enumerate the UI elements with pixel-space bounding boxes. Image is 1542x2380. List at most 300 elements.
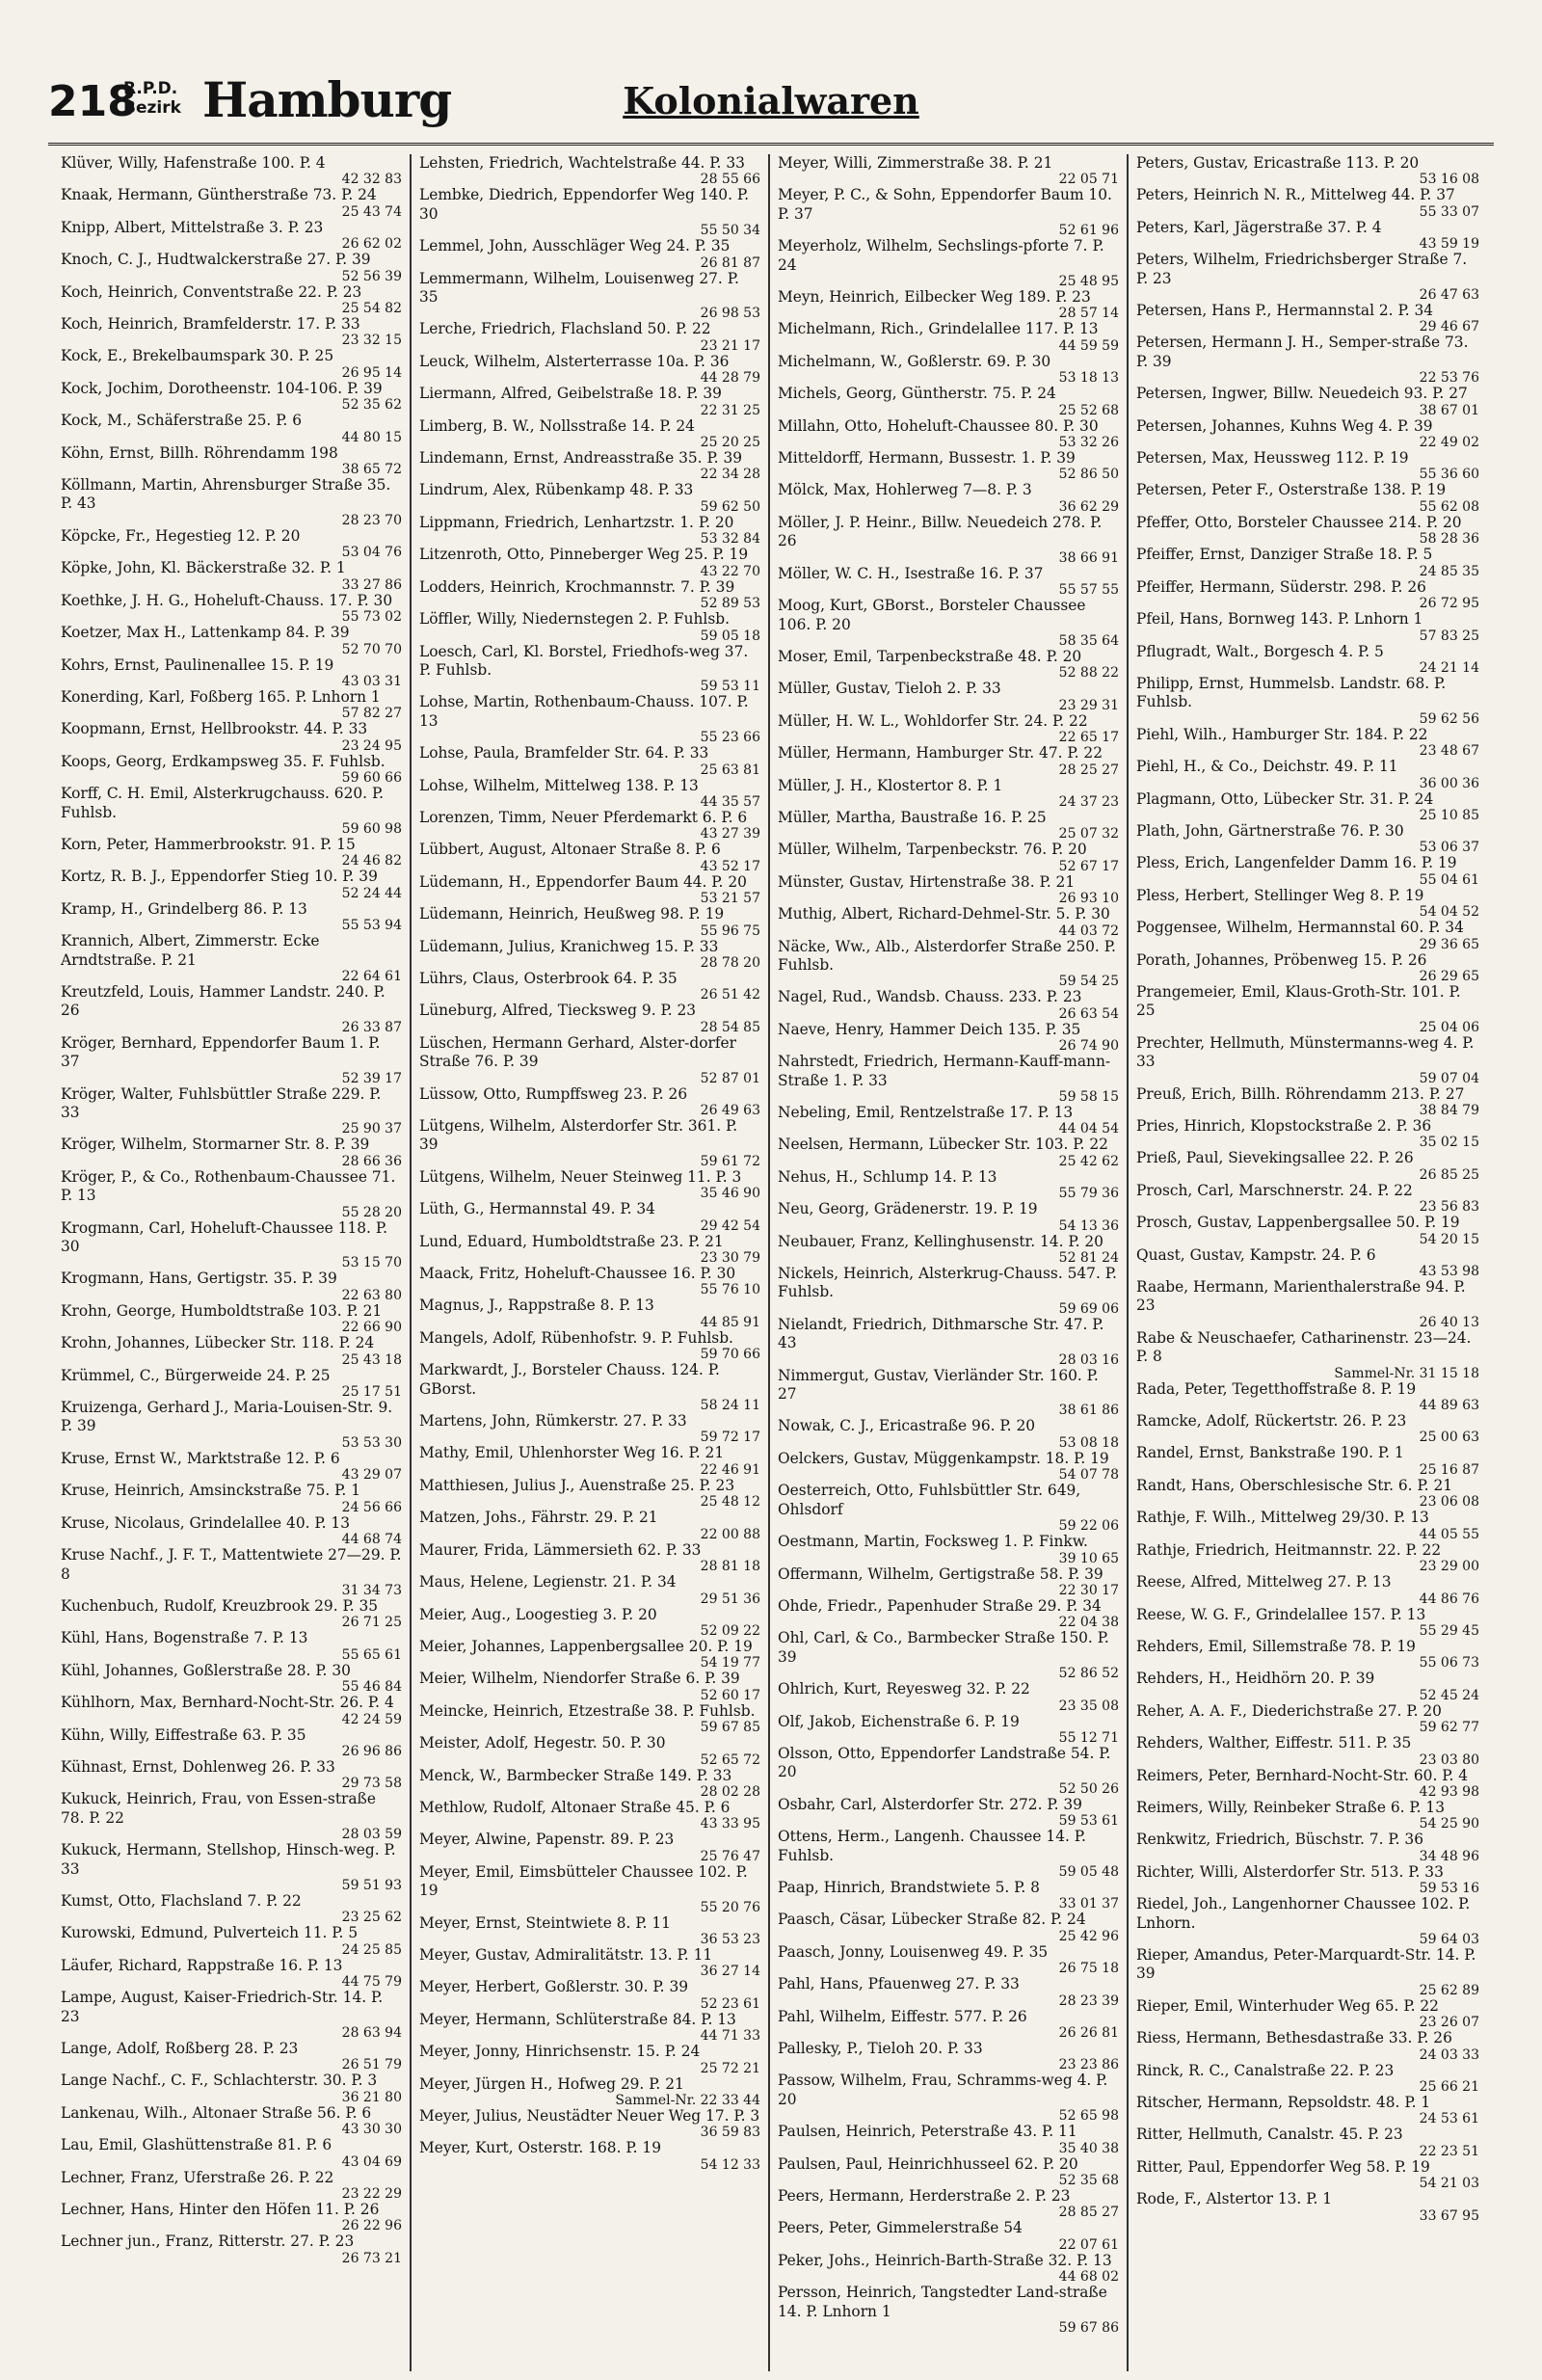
entry-name-address: Köpke, John, Kl. Bäckerstraße 32. P. 1 xyxy=(61,559,346,577)
entry-phone-number: 22 53 76 xyxy=(1419,370,1479,387)
entry-phone-number: 44 80 15 xyxy=(341,429,402,445)
entry-name-address: Lüth, G., Hermannstal 49. P. 34 xyxy=(419,1200,655,1218)
directory-entry xyxy=(778,1168,1119,1200)
entry-name-address: Neelsen, Hermann, Lübecker Str. 103. P. 22 xyxy=(778,1136,1108,1154)
directory-entry xyxy=(1136,1085,1479,1117)
entry-phone-number: 43 03 31 xyxy=(341,673,402,689)
entry-phone-number: 58 35 64 xyxy=(1058,632,1119,649)
entry-phone-number: 24 85 35 xyxy=(1419,563,1479,579)
directory-entry xyxy=(778,565,1119,597)
entry-phone-number: 52 65 72 xyxy=(700,1752,760,1768)
directory-entry xyxy=(419,1444,760,1476)
directory-column-3 xyxy=(770,154,1129,2371)
entry-phone-number: 26 29 65 xyxy=(1419,968,1479,984)
entry-phone-number: 23 21 17 xyxy=(700,337,760,354)
entry-phone-number: 28 66 36 xyxy=(341,1153,402,1169)
directory-entry xyxy=(1136,1278,1479,1329)
entry-phone-number: 22 00 88 xyxy=(700,1526,760,1542)
directory-entry xyxy=(1136,219,1479,251)
entry-name-address: Möller, W. C. H., Isestraße 16. P. 37 xyxy=(778,564,1044,582)
directory-entry xyxy=(61,900,402,932)
directory-entry xyxy=(61,186,402,218)
directory-entry xyxy=(778,1975,1119,2007)
entry-name-address: Rode, F., Alstertor 13. P. 1 xyxy=(1136,2190,1333,2208)
directory-entry xyxy=(1136,1638,1479,1670)
entry-name-address: Rabe & Neuschaefer, Catharinenstr. 23—24. P. 8 xyxy=(1136,1328,1472,1366)
directory-entry xyxy=(61,868,402,899)
directory-entry xyxy=(1136,2029,1479,2061)
entry-name-address: Meier, Wilhelm, Niendorfer Straße 6. P. 39 xyxy=(419,1670,740,1688)
entry-phone-number: 25 04 06 xyxy=(1419,1019,1479,1035)
directory-entry xyxy=(1136,251,1479,302)
entry-phone-number: 55 20 76 xyxy=(700,1899,760,1915)
entry-name-address: Läufer, Richard, Rappstraße 16. P. 13 xyxy=(61,1956,343,1974)
directory-entry xyxy=(61,624,402,655)
entry-name-address: Reher, A. A. F., Diederichstraße 27. P. 20 xyxy=(1136,1701,1442,1720)
entry-phone-number: 52 35 68 xyxy=(1058,2173,1119,2189)
entry-phone-number: 55 36 60 xyxy=(1419,467,1479,483)
directory-entry xyxy=(61,1924,402,1956)
directory-entry xyxy=(61,1546,402,1597)
entry-phone-number: 59 53 61 xyxy=(1058,1813,1119,1830)
directory-entry xyxy=(419,270,760,321)
directory-entry xyxy=(1136,1670,1479,1701)
entry-name-address: Limberg, B. W., Nollsstraße 14. P. 24 xyxy=(419,416,695,435)
entry-phone-number: 25 76 47 xyxy=(700,1848,760,1864)
entry-name-address: Matzen, Johs., Fährstr. 29. P. 21 xyxy=(419,1509,658,1527)
directory-entry xyxy=(778,237,1119,288)
directory-entry xyxy=(1136,951,1479,983)
entry-phone-number: 52 35 62 xyxy=(341,397,402,414)
entry-phone-number: 38 61 86 xyxy=(1058,1403,1119,1419)
entry-phone-number: 24 56 66 xyxy=(341,1499,402,1515)
directory-entry xyxy=(778,1713,1119,1745)
directory-entry xyxy=(419,1509,760,1540)
entry-name-address: Meyer, Jonny, Hinrichsenstr. 15. P. 24 xyxy=(419,2043,701,2061)
entry-name-address: Petersen, Hermann J. H., Semper-straße 73. P. 39 xyxy=(1136,334,1469,370)
entry-name-address: Kukuck, Hermann, Stellshop, Hinsch-weg. P. 33 xyxy=(61,1841,396,1878)
directory-entry xyxy=(419,693,760,744)
entry-phone-number: 22 05 71 xyxy=(1058,172,1119,188)
entry-name-address: Konerding, Karl, Foßberg 165. P. Lnhorn 1 xyxy=(61,687,381,706)
entry-phone-number: 55 76 10 xyxy=(700,1282,760,1298)
directory-entry xyxy=(778,186,1119,237)
directory-entry xyxy=(61,444,402,476)
entry-name-address: Pfeiffer, Ernst, Danziger Straße 18. P. 5 xyxy=(1136,546,1433,564)
entry-phone-number: 42 24 59 xyxy=(341,1711,402,1727)
entry-name-address: Maack, Fritz, Hoheluft-Chaussee 16. P. 30 xyxy=(419,1265,736,1283)
entry-phone-number: 28 02 28 xyxy=(700,1783,760,1800)
directory-entry xyxy=(419,1831,760,1862)
entry-name-address: Kortz, R. B. J., Eppendorfer Stieg 10. P. 39 xyxy=(61,868,378,886)
entry-phone-number: Sammel-Nr. 22 33 44 xyxy=(615,2093,760,2108)
directory-column-2 xyxy=(412,154,770,2371)
directory-entry xyxy=(778,1943,1119,1975)
entry-name-address: Lüschen, Hermann Gerhard, Alster-dorfer Straße 76. P. 39 xyxy=(419,1033,737,1071)
entry-name-address: Petersen, Johannes, Kuhns Weg 4. P. 39 xyxy=(1136,416,1433,435)
entry-name-address: Koopmann, Ernst, Hellbrookstr. 44. P. 33 xyxy=(61,720,368,738)
entry-name-address: Ottens, Herm., Langenh. Chaussee 14. P. Fuhlsb. xyxy=(778,1828,1086,1864)
entry-phone-number: 43 33 95 xyxy=(700,1816,760,1832)
directory-entry xyxy=(1136,385,1479,416)
entry-phone-number: 25 48 95 xyxy=(1058,274,1119,290)
directory-entry xyxy=(778,712,1119,744)
entry-phone-number: 58 24 11 xyxy=(700,1398,760,1414)
entry-name-address: Kuchenbuch, Rudolf, Kreuzbrook 29. P. 35 xyxy=(61,1596,379,1615)
directory-entry xyxy=(778,2123,1119,2154)
directory-entry xyxy=(419,1233,760,1265)
entry-phone-number: 28 85 27 xyxy=(1058,2205,1119,2221)
entry-name-address: Rieper, Amandus, Peter-Marquardt-Str. 14. P. 39 xyxy=(1136,1945,1476,1983)
entry-name-address: Müller, Wilhelm, Tarpenbeckstr. 76. P. 20 xyxy=(778,841,1087,859)
rpd-line-2: Bezirk xyxy=(123,98,181,118)
entry-phone-number: 38 65 72 xyxy=(341,462,402,478)
entry-name-address: Nowak, C. J., Ericastraße 96. P. 20 xyxy=(778,1417,1036,1435)
entry-name-address: Koch, Heinrich, Conventstraße 22. P. 23 xyxy=(61,282,362,301)
directory-entry xyxy=(1136,1380,1479,1412)
entry-phone-number: 23 26 07 xyxy=(1419,2015,1479,2031)
entry-name-address: Lund, Eduard, Humboldtstraße 23. P. 21 xyxy=(419,1232,724,1250)
entry-phone-number: 52 50 26 xyxy=(1058,1780,1119,1797)
directory-entry xyxy=(419,1638,760,1670)
entry-phone-number: 29 36 65 xyxy=(1419,936,1479,952)
directory-entry xyxy=(1136,2062,1479,2094)
entry-phone-number: 54 04 52 xyxy=(1419,904,1479,921)
page-header xyxy=(48,69,1494,146)
entry-phone-number: 28 78 20 xyxy=(700,954,760,971)
entry-name-address: Petersen, Peter F., Osterstraße 138. P. 19 xyxy=(1136,481,1447,499)
directory-entry xyxy=(419,777,760,809)
entry-phone-number: 26 96 86 xyxy=(341,1743,402,1759)
entry-phone-number: 22 46 91 xyxy=(700,1461,760,1478)
entry-phone-number: 59 53 11 xyxy=(700,679,760,695)
directory-entry xyxy=(778,905,1119,937)
directory-entry xyxy=(1136,919,1479,950)
directory-entry xyxy=(778,417,1119,449)
entry-name-address: Müller, Martha, Baustraße 16. P. 25 xyxy=(778,808,1047,826)
entry-name-address: Lampe, August, Kaiser-Friedrich-Str. 14. P. 23 xyxy=(61,1989,384,2025)
directory-entry xyxy=(1136,1117,1479,1149)
directory-entry xyxy=(1136,2094,1479,2126)
entry-phone-number: 25 63 81 xyxy=(700,762,760,778)
entry-phone-number: 23 30 79 xyxy=(700,1250,760,1267)
entry-phone-number: 24 25 85 xyxy=(341,1941,402,1958)
entry-name-address: Lindrum, Alex, Rübenkamp 48. P. 33 xyxy=(419,481,694,499)
entry-phone-number: 25 48 12 xyxy=(700,1494,760,1511)
directory-columns xyxy=(53,154,1489,2371)
entry-phone-number: 25 72 21 xyxy=(700,2060,760,2076)
entry-name-address: Meyn, Heinrich, Eilbecker Weg 189. P. 23 xyxy=(778,288,1091,307)
directory-entry xyxy=(1136,2158,1479,2190)
directory-entry xyxy=(61,1514,402,1546)
entry-phone-number: 26 95 14 xyxy=(341,364,402,381)
entry-name-address: Kurowski, Edmund, Pulverteich 11. P. 5 xyxy=(61,1924,359,1942)
entry-phone-number: 26 51 42 xyxy=(700,987,760,1003)
entry-phone-number: 23 35 08 xyxy=(1058,1698,1119,1714)
directory-entry xyxy=(778,744,1119,776)
entry-phone-number: 26 93 10 xyxy=(1058,891,1119,907)
entry-phone-number: 43 22 70 xyxy=(700,563,760,579)
entry-phone-number: 28 57 14 xyxy=(1058,306,1119,322)
directory-column-1 xyxy=(53,154,412,2371)
entry-name-address: Koetzer, Max H., Lattenkamp 84. P. 39 xyxy=(61,624,350,642)
entry-phone-number: 44 35 57 xyxy=(700,793,760,810)
directory-entry xyxy=(1136,1444,1479,1476)
entry-phone-number: 55 50 34 xyxy=(700,223,760,239)
directory-entry xyxy=(419,385,760,416)
entry-phone-number: 59 61 72 xyxy=(700,1153,760,1169)
entry-name-address: Piehl, Wilh., Hamburger Str. 184. P. 22 xyxy=(1136,725,1428,743)
entry-phone-number: 52 24 44 xyxy=(341,885,402,901)
directory-entry xyxy=(419,1200,760,1232)
entry-name-address: Kumst, Otto, Flachsland 7. P. 22 xyxy=(61,1891,302,1910)
directory-entry xyxy=(61,1270,402,1301)
entry-name-address: Kröger, Bernhard, Eppendorfer Baum 1. P. 37 xyxy=(61,1033,381,1071)
entry-phone-number: 25 66 21 xyxy=(1419,2079,1479,2095)
entry-phone-number: 55 79 36 xyxy=(1058,1186,1119,1202)
city-title: Hamburg xyxy=(202,71,452,128)
entry-phone-number: 53 53 30 xyxy=(341,1434,402,1451)
entry-phone-number: 36 62 29 xyxy=(1058,498,1119,515)
entry-phone-number: 57 82 27 xyxy=(341,706,402,722)
directory-entry xyxy=(778,481,1119,513)
entry-name-address: Lohse, Paula, Bramfelder Str. 64. P. 33 xyxy=(419,744,709,762)
entry-name-address: Prangemeier, Emil, Klaus-Groth-Str. 101. P. 25 xyxy=(1136,982,1461,1020)
page-number: 218 xyxy=(48,77,137,126)
entry-name-address: Rehders, Emil, Sillemstraße 78. P. 19 xyxy=(1136,1637,1416,1655)
entry-name-address: Lechner jun., Franz, Ritterstr. 27. P. 23 xyxy=(61,2233,355,2251)
entry-phone-number: 23 22 29 xyxy=(341,2186,402,2203)
entry-name-address: Prosch, Gustav, Lappenbergsallee 50. P. 19 xyxy=(1136,1214,1460,1232)
entry-phone-number: 22 34 28 xyxy=(700,467,760,483)
entry-name-address: Lüneburg, Alfred, Tiecksweg 9. P. 23 xyxy=(419,1002,697,1020)
directory-entry xyxy=(419,1329,760,1361)
entry-phone-number: 53 15 70 xyxy=(341,1255,402,1271)
entry-name-address: Lankenau, Wilh., Altonaer Straße 56. P. 6 xyxy=(61,2103,372,2122)
entry-name-address: Pfeil, Hans, Bornweg 143. P. Lnhorn 1 xyxy=(1136,610,1423,628)
directory-entry xyxy=(61,380,402,412)
entry-name-address: Prechter, Hellmuth, Münstermanns-weg 4. P. 33 xyxy=(1136,1033,1475,1071)
entry-name-address: Lange, Adolf, Roßberg 28. P. 23 xyxy=(61,2040,299,2057)
directory-entry xyxy=(61,219,402,251)
directory-entry xyxy=(419,1265,760,1297)
entry-phone-number: 59 62 77 xyxy=(1419,1720,1479,1736)
entry-phone-number: 28 25 27 xyxy=(1058,762,1119,778)
directory-entry xyxy=(1136,1412,1479,1444)
entry-phone-number: 55 46 84 xyxy=(341,1679,402,1696)
entry-phone-number: 26 33 87 xyxy=(341,1019,402,1035)
entry-name-address: Nahrstedt, Friedrich, Hermann-Kauff-mann-Straße 1. P. 33 xyxy=(778,1053,1111,1089)
entry-name-address: Pahl, Wilhelm, Eiffestr. 577. P. 26 xyxy=(778,2007,1027,2025)
directory-entry xyxy=(778,1233,1119,1265)
entry-phone-number: 24 46 82 xyxy=(341,853,402,869)
entry-phone-number: 53 08 18 xyxy=(1058,1434,1119,1451)
directory-entry xyxy=(61,1758,402,1790)
directory-entry xyxy=(419,1978,760,2010)
entry-phone-number: 25 10 85 xyxy=(1419,807,1479,823)
entry-name-address: Lodders, Heinrich, Krochmannstr. 7. P. 39 xyxy=(419,577,735,596)
directory-entry xyxy=(61,2136,402,2168)
directory-entry xyxy=(1136,2190,1479,2222)
entry-phone-number: 25 42 96 xyxy=(1058,1928,1119,1944)
directory-entry xyxy=(61,2072,402,2103)
directory-entry xyxy=(419,1573,760,1605)
entry-phone-number: 36 59 83 xyxy=(700,2125,760,2141)
entry-phone-number: 26 47 63 xyxy=(1419,287,1479,304)
entry-name-address: Meyer, Hermann, Schlüterstraße 84. P. 13 xyxy=(419,2010,736,2028)
entry-phone-number: 52 09 22 xyxy=(700,1622,760,1639)
directory-entry xyxy=(1136,481,1479,513)
entry-phone-number: 26 75 18 xyxy=(1058,1961,1119,1977)
directory-entry xyxy=(419,809,760,841)
directory-entry xyxy=(778,2219,1119,2251)
directory-entry xyxy=(778,873,1119,905)
entry-name-address: Randel, Ernst, Bankstraße 190. P. 1 xyxy=(1136,1444,1404,1462)
directory-entry xyxy=(419,1670,760,1701)
entry-name-address: Moser, Emil, Tarpenbeckstraße 48. P. 20 xyxy=(778,647,1082,665)
entry-name-address: Prosch, Carl, Marschnerstr. 24. P. 22 xyxy=(1136,1181,1413,1199)
entry-name-address: Peters, Karl, Jägerstraße 37. P. 4 xyxy=(1136,218,1382,236)
entry-name-address: Lemmermann, Wilhelm, Louisenweg 27. P. 35 xyxy=(419,269,739,307)
directory-entry xyxy=(419,1914,760,1946)
entry-name-address: Maus, Helene, Legienstr. 21. P. 34 xyxy=(419,1573,677,1591)
entry-name-address: Nagel, Rud., Wandsb. Chauss. 233. P. 23 xyxy=(778,988,1082,1006)
directory-entry xyxy=(778,2040,1119,2072)
entry-phone-number: 28 23 39 xyxy=(1058,1992,1119,2009)
entry-name-address: Kröger, Wilhelm, Stormarner Str. 8. P. 39 xyxy=(61,1136,370,1154)
entry-phone-number: 26 72 95 xyxy=(1419,596,1479,612)
entry-name-address: Pfeffer, Otto, Borsteler Chaussee 214. P. 20 xyxy=(1136,513,1462,531)
entry-name-address: Kruse Nachf., J. F. T., Mattentwiete 27—29. P. 8 xyxy=(61,1546,402,1583)
entry-name-address: Rathje, Friedrich, Heitmannstr. 22. P. 22 xyxy=(1136,1540,1442,1559)
entry-phone-number: 43 59 19 xyxy=(1419,236,1479,253)
directory-entry xyxy=(778,1482,1119,1533)
entry-phone-number: 53 32 26 xyxy=(1058,435,1119,451)
entry-name-address: Meier, Johannes, Lappenbergsallee 20. P. 19 xyxy=(419,1637,753,1655)
directory-entry xyxy=(1136,1034,1479,1085)
entry-phone-number: 52 65 98 xyxy=(1058,2108,1119,2125)
entry-phone-number: 25 00 63 xyxy=(1419,1430,1479,1446)
directory-entry xyxy=(778,988,1119,1020)
directory-entry xyxy=(778,1565,1119,1597)
entry-phone-number: 29 51 36 xyxy=(700,1591,760,1607)
entry-phone-number: 52 86 52 xyxy=(1058,1666,1119,1682)
entry-phone-number: 44 75 79 xyxy=(341,1974,402,1991)
entry-phone-number: 23 48 67 xyxy=(1419,743,1479,760)
entry-name-address: Münster, Gustav, Hirtenstraße 38. P. 21 xyxy=(778,872,1076,891)
directory-entry xyxy=(61,1367,402,1399)
entry-name-address: Leuck, Wilhelm, Alsterterrasse 10a. P. 36 xyxy=(419,352,730,370)
entry-name-address: Lohse, Wilhelm, Mittelweg 138. P. 13 xyxy=(419,776,699,794)
directory-entry xyxy=(1136,1831,1479,1862)
entry-phone-number: 44 68 74 xyxy=(341,1532,402,1548)
directory-entry xyxy=(419,1767,760,1799)
entry-phone-number: 53 21 57 xyxy=(700,891,760,907)
entry-name-address: Krogmann, Hans, Gertigstr. 35. P. 39 xyxy=(61,1270,337,1288)
rpd-line-1: R.P.D. xyxy=(123,79,178,98)
directory-entry xyxy=(61,527,402,559)
entry-phone-number: 35 02 15 xyxy=(1419,1135,1479,1151)
entry-name-address: Kock, E., Brekelbaumspark 30. P. 25 xyxy=(61,347,334,365)
entry-phone-number: 36 21 80 xyxy=(341,2089,402,2105)
entry-name-address: Meister, Adolf, Hegestr. 50. P. 30 xyxy=(419,1734,666,1752)
entry-name-address: Knoch, C. J., Hudtwalckerstraße 27. P. 39 xyxy=(61,251,371,269)
entry-phone-number: 54 13 36 xyxy=(1058,1217,1119,1234)
entry-name-address: Lechner, Franz, Uferstraße 26. P. 22 xyxy=(61,2168,334,2186)
entry-name-address: Peers, Hermann, Herderstraße 2. P. 23 xyxy=(778,2187,1071,2206)
directory-entry xyxy=(778,1629,1119,1680)
directory-entry xyxy=(778,1367,1119,1418)
entry-name-address: Raabe, Hermann, Marienthalerstraße 94. P. 23 xyxy=(1136,1278,1466,1315)
directory-entry xyxy=(1136,186,1479,218)
entry-name-address: Randt, Hans, Oberschlesische Str. 6. P. 21 xyxy=(1136,1476,1453,1494)
directory-entry xyxy=(419,417,760,449)
entry-phone-number: 36 53 23 xyxy=(700,1931,760,1947)
entry-name-address: Menck, W., Barmbecker Straße 149. P. 33 xyxy=(419,1766,732,1784)
directory-entry xyxy=(61,559,402,591)
entry-name-address: Meyer, Jürgen H., Hofweg 29. P. 21 xyxy=(419,2074,684,2093)
entry-phone-number: 25 43 74 xyxy=(341,203,402,220)
directory-entry xyxy=(778,514,1119,565)
directory-entry xyxy=(419,1034,760,1085)
entry-name-address: Ritter, Hellmuth, Canalstr. 45. P. 23 xyxy=(1136,2126,1403,2144)
entry-phone-number: 25 07 32 xyxy=(1058,826,1119,842)
entry-name-address: Oesterreich, Otto, Fuhlsbüttler Str. 649, Ohlsdorf xyxy=(778,1482,1081,1518)
entry-name-address: Müller, Gustav, Tieloh 2. P. 33 xyxy=(778,680,1001,698)
directory-entry xyxy=(778,1450,1119,1482)
directory-entry xyxy=(419,514,760,546)
entry-name-address: Lüssow, Otto, Rumpffsweg 23. P. 26 xyxy=(419,1084,688,1103)
entry-name-address: Näcke, Ww., Alb., Alsterdorfer Straße 250. P. Fuhlsb. xyxy=(778,937,1116,974)
directory-entry xyxy=(1136,1182,1479,1214)
directory-entry xyxy=(419,1168,760,1200)
entry-name-address: Meyerholz, Wilhelm, Sechslings-pforte 7. P. 24 xyxy=(778,237,1104,274)
entry-name-address: Peters, Gustav, Ericastraße 113. P. 20 xyxy=(1136,154,1420,172)
entry-name-address: Meincke, Heinrich, Etzestraße 38. P. Fuhlsb. xyxy=(419,1701,756,1720)
entry-name-address: Köllmann, Martin, Ahrensburger Straße 35. P. 43 xyxy=(61,476,391,513)
entry-phone-number: 52 39 17 xyxy=(341,1070,402,1086)
entry-name-address: Müller, J. H., Klostertor 8. P. 1 xyxy=(778,776,1003,794)
entry-phone-number: 43 29 07 xyxy=(341,1467,402,1484)
directory-entry xyxy=(778,1533,1119,1564)
directory-entry xyxy=(419,2043,760,2074)
entry-phone-number: 52 67 17 xyxy=(1058,858,1119,874)
entry-phone-number: 43 04 69 xyxy=(341,2153,402,2170)
entry-name-address: Riedel, Joh., Langenhorner Chaussee 102. P. Lnhorn. xyxy=(1136,1895,1471,1932)
directory-entry xyxy=(419,237,760,269)
entry-name-address: Mitteldorff, Hermann, Bussestr. 1. P. 39 xyxy=(778,449,1076,468)
entry-phone-number: 59 62 50 xyxy=(700,498,760,515)
entry-phone-number: 26 49 63 xyxy=(700,1103,760,1118)
entry-phone-number: 42 32 83 xyxy=(341,172,402,188)
entry-name-address: Oelckers, Gustav, Müggenkampstr. 18. P. 19 xyxy=(778,1449,1109,1467)
directory-entry xyxy=(1136,578,1479,610)
entry-phone-number: 59 72 17 xyxy=(700,1430,760,1446)
entry-phone-number: 44 03 72 xyxy=(1058,923,1119,939)
directory-entry xyxy=(419,320,760,352)
entry-phone-number: 42 93 98 xyxy=(1419,1783,1479,1800)
entry-phone-number: 53 06 37 xyxy=(1419,840,1479,856)
directory-entry xyxy=(419,1946,760,1978)
directory-entry xyxy=(1136,334,1479,385)
entry-name-address: Rinck, R. C., Canalstraße 22. P. 23 xyxy=(1136,2061,1395,2079)
entry-phone-number: 22 07 61 xyxy=(1058,2236,1119,2253)
directory-entry xyxy=(1136,1997,1479,2029)
entry-phone-number: 44 28 79 xyxy=(700,370,760,387)
entry-phone-number: 55 29 45 xyxy=(1419,1622,1479,1639)
entry-name-address: Kröger, Walter, Fuhlsbüttler Straße 229. P. 33 xyxy=(61,1084,382,1121)
entry-phone-number: 25 54 82 xyxy=(341,301,402,317)
